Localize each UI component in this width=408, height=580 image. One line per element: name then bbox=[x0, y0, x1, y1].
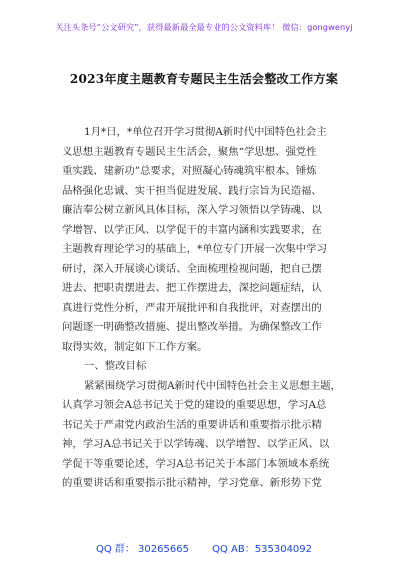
paragraph-line: 重实践、建新功”总要求，对照凝心铸魂筑牢根本、锤炼 bbox=[62, 165, 317, 177]
footer-qq-group: QQ 群： 30265665 bbox=[95, 544, 189, 555]
paragraph-line: 的重要讲话和重要指示批示精神，学习党章、新形势下党 bbox=[62, 477, 322, 489]
paragraph-line: 义思想主题教育专题民主生活会，聚焦“学思想、强党性 bbox=[62, 145, 317, 158]
section-heading-goals: 一、整改目标 bbox=[84, 360, 147, 372]
paragraph-line: 真进行党性分析，严肃开展批评和自我批评，对查摆出的 bbox=[62, 301, 322, 314]
paragraph-goals bbox=[62, 377, 358, 494]
paragraph-intro bbox=[62, 123, 358, 357]
paragraph-line: 学增智、以学正风、以学促干的丰富内涵和实践要求，在 bbox=[62, 223, 322, 236]
paragraph-line: 品格强化忠诚、实干担当促进发展、践行宗旨为民造福、 bbox=[62, 184, 322, 197]
promo-banner: 关注头条号“公文研究”，获得最新最全最专业的公文资料库！ 微信：gongwenyj bbox=[55, 22, 353, 32]
paragraph-line: 书记关于严肃党内政治生活的重要讲话和重要指示批示精 bbox=[62, 418, 322, 431]
paragraph-line: 问题逐一明确整改措施、提出整改举措。为确保整改工作 bbox=[62, 321, 322, 333]
paragraph-line: 1月*日，*单位召开学习贯彻A新时代中国特色社会主 bbox=[84, 126, 327, 138]
paragraph-line: 取得实效，制定如下工作方案。 bbox=[62, 340, 208, 353]
paragraph-line: 学促干等重要论述，学习A总书记关于本部门本领域本系统 bbox=[62, 457, 330, 470]
paragraph-line: 研讨，深入开展谈心谈话、全面梳理检视问题，把自己摆 bbox=[62, 262, 322, 275]
footer-qq-contact: QQ AB：535304092 bbox=[212, 544, 313, 555]
document-title: 2023年度主题教育专题民主生活会整改工作方案 bbox=[69, 72, 339, 86]
document-body bbox=[62, 123, 358, 494]
paragraph-line: 主题教育理论学习的基础上，*单位专门开展一次集中学习 bbox=[62, 243, 327, 255]
paragraph-line: 紧紧围绕学习贯彻A新时代中国特色社会主义思想主题， bbox=[84, 379, 341, 392]
paragraph-line: 进去、把职责摆进去、把工作摆进去，深挖问题症结，认 bbox=[62, 282, 322, 294]
paragraph-line: 认真学习领会A总书记关于党的建设的重要思想，学习A总 bbox=[62, 399, 327, 411]
paragraph-line: 神，学习A总书记关于以学铸魂、以学增智、以学正风、以 bbox=[62, 438, 330, 450]
footer-contact bbox=[0, 540, 408, 555]
paragraph-line: 廉洁奉公树立新风具体目标，深入学习领悟以学铸魂、以 bbox=[62, 204, 322, 216]
